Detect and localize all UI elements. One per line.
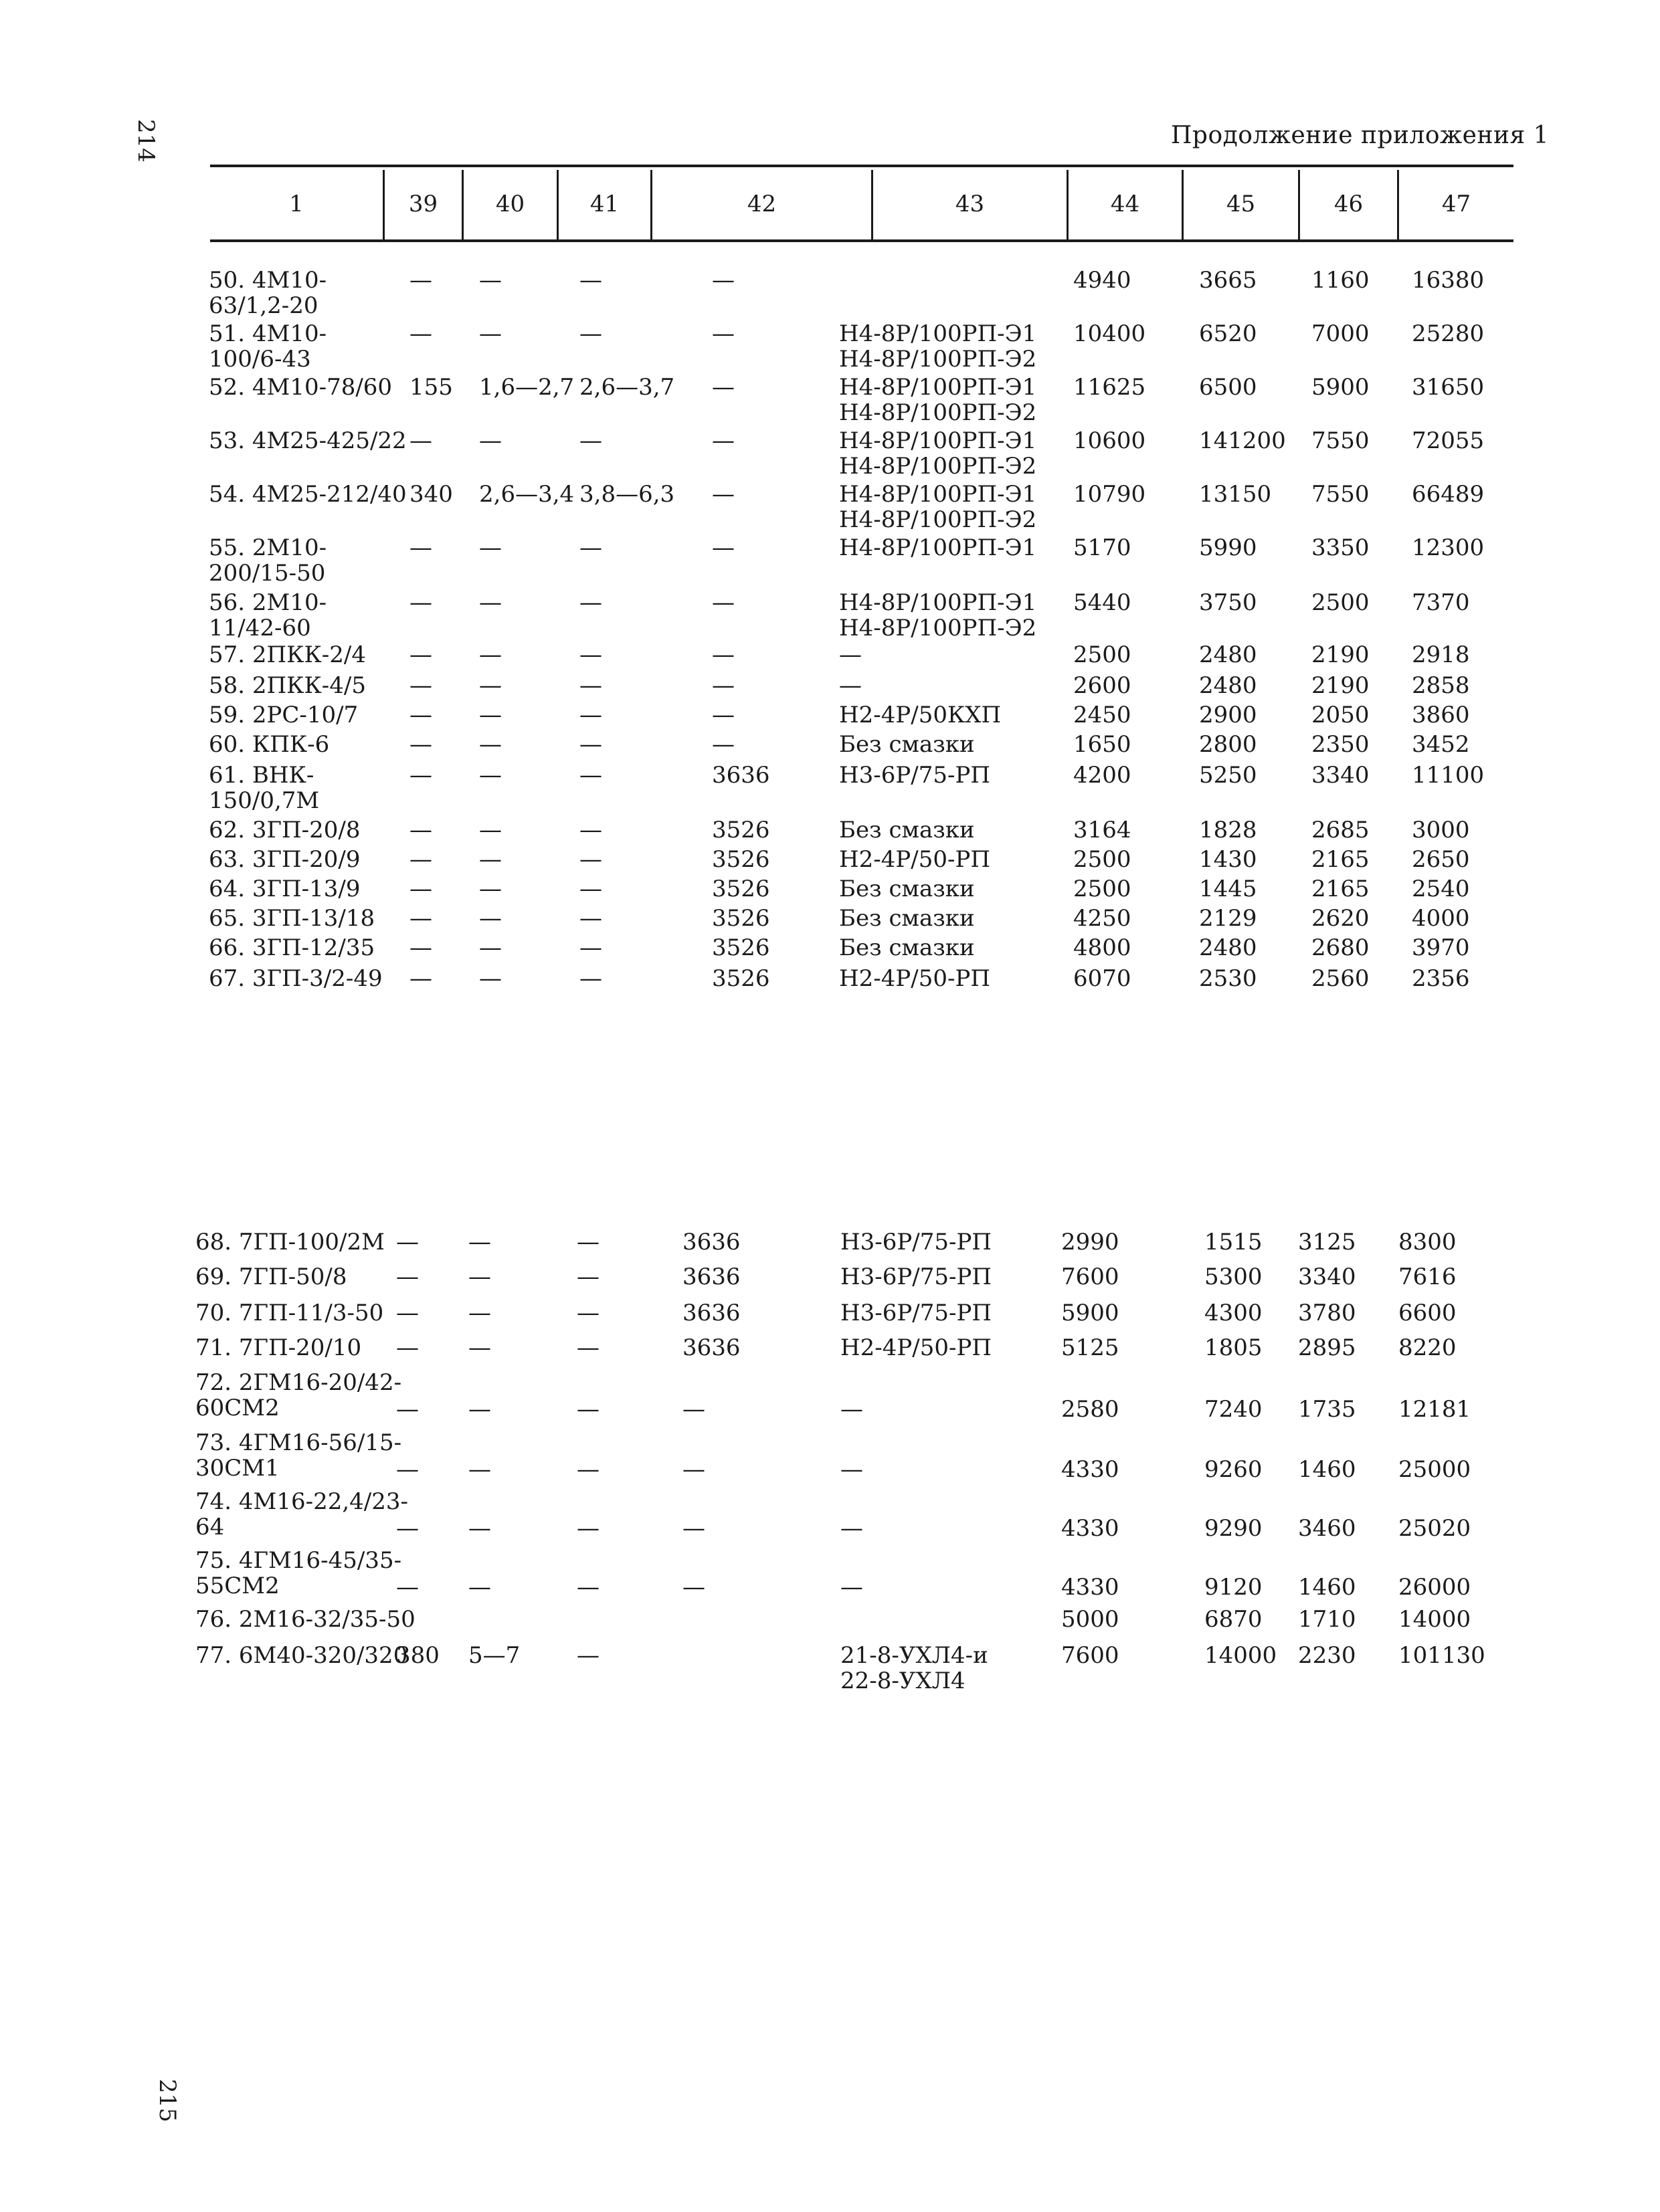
- cell-43: Н2-4Р/50КХП: [839, 702, 1002, 728]
- cell-46: 3460: [1298, 1515, 1356, 1542]
- cell-46: 2190: [1311, 641, 1370, 668]
- cell-41: —: [579, 641, 602, 668]
- cell-45: 5990: [1199, 534, 1257, 561]
- cell-45: 5250: [1199, 762, 1257, 789]
- cell-39: —: [396, 1334, 419, 1361]
- cell-39: —: [396, 1396, 419, 1423]
- cell-40: —: [479, 965, 502, 992]
- cell-40: —: [479, 846, 502, 873]
- cell-42: 3636: [682, 1264, 741, 1290]
- cell-39: —: [409, 641, 432, 668]
- cell-47: 2540: [1412, 876, 1470, 902]
- row-designation: 61. ВНК- 150/0,7М: [209, 762, 320, 814]
- row-designation: 67. 3ГП-3/2-49: [209, 965, 383, 992]
- cell-46: 1460: [1298, 1574, 1356, 1601]
- cell-47: 3452: [1412, 731, 1470, 758]
- cell-40: —: [479, 762, 502, 789]
- cell-44: 3164: [1073, 817, 1131, 843]
- cell-45: 1515: [1204, 1229, 1263, 1255]
- cell-43: Без смазки: [839, 934, 975, 961]
- cell-42: —: [712, 731, 735, 758]
- cell-47: 26000: [1398, 1574, 1471, 1601]
- cell-41: —: [579, 934, 602, 961]
- cell-44: 10790: [1073, 481, 1146, 508]
- cell-46: 2230: [1298, 1642, 1356, 1669]
- row-designation: 66. 3ГП-12/35: [209, 934, 375, 961]
- cell-41: —: [577, 1642, 600, 1669]
- cell-47: 14000: [1398, 1606, 1471, 1633]
- cell-44: 2500: [1073, 876, 1131, 902]
- cell-45: 2480: [1199, 672, 1257, 699]
- row-designation: 53. 4М25-425/22: [209, 427, 407, 454]
- row-designation: 69. 7ГП-50/8: [195, 1264, 347, 1290]
- cell-45: 14000: [1204, 1642, 1277, 1669]
- cell-41: —: [577, 1334, 600, 1361]
- column-header: 43: [955, 191, 985, 217]
- cell-44: 4940: [1073, 267, 1131, 294]
- cell-42: —: [682, 1456, 705, 1483]
- cell-39: —: [396, 1456, 419, 1483]
- cell-47: 72055: [1412, 427, 1485, 454]
- cell-47: 2858: [1412, 672, 1470, 699]
- cell-39: —: [409, 965, 432, 992]
- cell-41: 2,6—3,7: [579, 374, 675, 401]
- cell-43: —: [840, 1574, 863, 1601]
- cell-40: —: [468, 1264, 491, 1290]
- row-designation: 57. 2ПКК-2/4: [209, 641, 366, 668]
- cell-40: —: [468, 1229, 491, 1255]
- cell-40: —: [479, 905, 502, 932]
- cell-45: 1828: [1199, 817, 1257, 843]
- cell-39: 155: [409, 374, 453, 401]
- cell-40: —: [468, 1396, 491, 1423]
- cell-39: 340: [409, 481, 453, 508]
- cell-46: 7550: [1311, 427, 1370, 454]
- cell-47: 31650: [1412, 374, 1485, 401]
- cell-47: 8300: [1398, 1229, 1457, 1255]
- cell-42: —: [712, 641, 735, 668]
- cell-41: —: [579, 267, 602, 294]
- cell-47: 66489: [1412, 481, 1485, 508]
- cell-43: Без смазки: [839, 817, 975, 843]
- row-designation: 63. 3ГП-20/9: [209, 846, 361, 873]
- column-header: 42: [747, 191, 777, 217]
- cell-40: —: [479, 672, 502, 699]
- cell-39: —: [396, 1229, 419, 1255]
- cell-42: —: [712, 267, 735, 294]
- cell-42: —: [712, 702, 735, 728]
- cell-45: 6500: [1199, 374, 1257, 401]
- cell-43: Н4-8Р/100РП-Э1 Н4-8Р/100РП-Э2: [839, 374, 1037, 426]
- cell-40: —: [479, 641, 502, 668]
- cell-46: 2190: [1311, 672, 1370, 699]
- cell-46: 2350: [1311, 731, 1370, 758]
- cell-45: 1805: [1204, 1334, 1263, 1361]
- cell-43: Н2-4Р/50-РП: [840, 1334, 992, 1361]
- cell-45: 2480: [1199, 641, 1257, 668]
- row-designation: 58. 2ПКК-4/5: [209, 672, 366, 699]
- cell-41: —: [577, 1229, 600, 1255]
- column-header: 39: [408, 191, 438, 217]
- cell-44: 1650: [1073, 731, 1131, 758]
- row-designation: 62. 3ГП-20/8: [209, 817, 361, 843]
- cell-39: —: [396, 1300, 419, 1326]
- cell-39: —: [409, 934, 432, 961]
- cell-39: —: [409, 534, 432, 561]
- page-number-bottom: 215: [154, 2079, 181, 2122]
- cell-47: 3000: [1412, 817, 1470, 843]
- cell-40: —: [479, 702, 502, 728]
- cell-46: 2620: [1311, 905, 1370, 932]
- cell-41: —: [579, 762, 602, 789]
- cell-43: Н3-6Р/75-РП: [840, 1300, 992, 1326]
- cell-43: —: [839, 641, 862, 668]
- row-designation: 77. 6М40-320/320: [195, 1642, 408, 1669]
- cell-42: 3526: [712, 934, 770, 961]
- row-designation: 50. 4М10- 63/1,2-20: [209, 267, 327, 319]
- page-number-top: 214: [132, 119, 159, 163]
- cell-46: 7550: [1311, 481, 1370, 508]
- column-header: 45: [1226, 191, 1256, 217]
- row-designation: 64. 3ГП-13/9: [209, 876, 361, 902]
- cell-39: —: [409, 702, 432, 728]
- cell-44: 4800: [1073, 934, 1131, 961]
- column-header: 46: [1333, 191, 1364, 217]
- cell-44: 4330: [1061, 1574, 1119, 1601]
- cell-39: —: [409, 427, 432, 454]
- cell-43: Н3-6Р/75-РП: [840, 1229, 992, 1255]
- cell-42: 3526: [712, 905, 770, 932]
- cell-42: 3636: [682, 1300, 741, 1326]
- cell-45: 3750: [1199, 589, 1257, 616]
- cell-44: 5900: [1061, 1300, 1119, 1326]
- cell-46: 2895: [1298, 1334, 1356, 1361]
- cell-47: 6600: [1398, 1300, 1457, 1326]
- cell-46: 1735: [1298, 1396, 1356, 1423]
- cell-39: —: [409, 731, 432, 758]
- cell-45: 1430: [1199, 846, 1257, 873]
- cell-39: —: [409, 267, 432, 294]
- cell-41: —: [579, 702, 602, 728]
- cell-45: 9120: [1204, 1574, 1263, 1601]
- row-designation: 52. 4М10-78/60: [209, 374, 393, 401]
- cell-47: 25020: [1398, 1515, 1471, 1542]
- cell-47: 4000: [1412, 905, 1470, 932]
- cell-47: 2918: [1412, 641, 1470, 668]
- cell-42: —: [712, 320, 735, 347]
- cell-47: 7616: [1398, 1264, 1457, 1290]
- cell-43: Н2-4Р/50-РП: [839, 846, 991, 873]
- cell-46: 2680: [1311, 934, 1370, 961]
- cell-45: 2129: [1199, 905, 1257, 932]
- cell-44: 2990: [1061, 1229, 1119, 1255]
- cell-41: —: [577, 1396, 600, 1423]
- cell-40: —: [479, 876, 502, 902]
- cell-44: 2450: [1073, 702, 1131, 728]
- cell-43: —: [840, 1515, 863, 1542]
- cell-40: —: [468, 1456, 491, 1483]
- cell-44: 10400: [1073, 320, 1146, 347]
- cell-43: Без смазки: [839, 905, 975, 932]
- column-header: 47: [1441, 191, 1471, 217]
- column-header: 44: [1110, 191, 1140, 217]
- cell-44: 2600: [1073, 672, 1131, 699]
- cell-45: 141200: [1199, 427, 1286, 454]
- cell-42: —: [682, 1515, 705, 1542]
- cell-40: —: [479, 589, 502, 616]
- cell-44: 7600: [1061, 1642, 1119, 1669]
- cell-46: 5900: [1311, 374, 1370, 401]
- cell-39: —: [409, 672, 432, 699]
- row-designation: 56. 2М10- 11/42-60: [209, 589, 327, 641]
- table-header-rule: [210, 239, 1513, 242]
- cell-47: 12181: [1398, 1396, 1471, 1423]
- cell-40: —: [479, 320, 502, 347]
- cell-40: —: [479, 934, 502, 961]
- column-header: 1: [289, 191, 304, 217]
- cell-45: 6870: [1204, 1606, 1263, 1633]
- cell-46: 3340: [1311, 762, 1370, 789]
- row-designation: 68. 7ГП-100/2М: [195, 1229, 385, 1255]
- cell-45: 1445: [1199, 876, 1257, 902]
- cell-44: 10600: [1073, 427, 1146, 454]
- cell-42: —: [712, 534, 735, 561]
- cell-42: 3636: [712, 762, 770, 789]
- cell-45: 5300: [1204, 1264, 1263, 1290]
- row-designation: 70. 7ГП-11/3-50: [195, 1300, 384, 1326]
- cell-46: 3340: [1298, 1264, 1356, 1290]
- cell-46: 2165: [1311, 876, 1370, 902]
- cell-41: —: [579, 876, 602, 902]
- cell-42: —: [682, 1574, 705, 1601]
- cell-45: 9290: [1204, 1515, 1263, 1542]
- cell-39: —: [396, 1515, 419, 1542]
- cell-47: 2356: [1412, 965, 1470, 992]
- cell-46: 2165: [1311, 846, 1370, 873]
- cell-47: 12300: [1412, 534, 1485, 561]
- cell-46: 2685: [1311, 817, 1370, 843]
- cell-46: 1710: [1298, 1606, 1356, 1633]
- cell-39: —: [396, 1574, 419, 1601]
- cell-40: —: [479, 731, 502, 758]
- row-designation: 51. 4М10- 100/6-43: [209, 320, 327, 373]
- cell-45: 4300: [1204, 1300, 1263, 1326]
- cell-43: Н4-8Р/100РП-Э1 Н4-8Р/100РП-Э2: [839, 481, 1037, 533]
- cell-41: —: [579, 672, 602, 699]
- cell-44: 5000: [1061, 1606, 1119, 1633]
- cell-42: 3526: [712, 876, 770, 902]
- cell-42: 3636: [682, 1334, 741, 1361]
- cell-41: —: [579, 731, 602, 758]
- cell-44: 5170: [1073, 534, 1131, 561]
- cell-47: 8220: [1398, 1334, 1457, 1361]
- cell-44: 4200: [1073, 762, 1131, 789]
- cell-39: —: [409, 846, 432, 873]
- cell-39: —: [409, 589, 432, 616]
- cell-44: 2500: [1073, 846, 1131, 873]
- cell-44: 4330: [1061, 1456, 1119, 1483]
- cell-40: —: [479, 534, 502, 561]
- row-designation: 60. КПК-6: [209, 731, 330, 758]
- row-designation: 54. 4М25-212/40: [209, 481, 407, 508]
- cell-42: —: [712, 481, 735, 508]
- row-designation: 76. 2М16-32/35-50: [195, 1606, 416, 1633]
- cell-45: 2900: [1199, 702, 1257, 728]
- cell-47: 11100: [1412, 762, 1485, 789]
- cell-40: —: [479, 427, 502, 454]
- cell-47: 101130: [1398, 1642, 1485, 1669]
- cell-45: 2530: [1199, 965, 1257, 992]
- cell-40: —: [468, 1300, 491, 1326]
- cell-47: 3970: [1412, 934, 1470, 961]
- cell-41: —: [577, 1574, 600, 1601]
- cell-44: 2500: [1073, 641, 1131, 668]
- cell-41: —: [579, 427, 602, 454]
- column-header: 41: [589, 191, 620, 217]
- cell-43: Без смазки: [839, 876, 975, 902]
- cell-44: 2580: [1061, 1396, 1119, 1423]
- cell-41: —: [577, 1300, 600, 1326]
- row-designation: 71. 7ГП-20/10: [195, 1334, 362, 1361]
- cell-45: 2800: [1199, 731, 1257, 758]
- cell-43: Н4-8Р/100РП-Э1 Н4-8Р/100РП-Э2: [839, 427, 1037, 480]
- cell-43: Н4-8Р/100РП-Э1 Н4-8Р/100РП-Э2: [839, 589, 1037, 641]
- cell-39: —: [409, 876, 432, 902]
- cell-39: 380: [396, 1642, 440, 1669]
- cell-42: —: [682, 1396, 705, 1423]
- cell-44: 4330: [1061, 1515, 1119, 1542]
- cell-39: —: [409, 762, 432, 789]
- cell-44: 11625: [1073, 374, 1146, 401]
- continuation-caption: Продолжение приложения 1: [1171, 122, 1550, 149]
- cell-44: 6070: [1073, 965, 1131, 992]
- cell-42: —: [712, 374, 735, 401]
- cell-40: 2,6—3,4: [479, 481, 575, 508]
- cell-39: —: [409, 817, 432, 843]
- cell-47: 3860: [1412, 702, 1470, 728]
- cell-41: —: [579, 534, 602, 561]
- cell-46: 2560: [1311, 965, 1370, 992]
- cell-43: Н4-8Р/100РП-Э1 Н4-8Р/100РП-Э2: [839, 320, 1037, 373]
- cell-41: —: [579, 320, 602, 347]
- cell-42: 3526: [712, 965, 770, 992]
- row-designation: 59. 2РС-10/7: [209, 702, 359, 728]
- cell-40: —: [468, 1574, 491, 1601]
- cell-45: 9260: [1204, 1456, 1263, 1483]
- row-designation: 72. 2ГМ16-20/42- 60СМ2: [195, 1369, 402, 1421]
- cell-43: Н4-8Р/100РП-Э1: [839, 534, 1037, 561]
- cell-41: —: [579, 905, 602, 932]
- cell-41: —: [579, 846, 602, 873]
- column-header: 40: [495, 191, 525, 217]
- cell-39: —: [396, 1264, 419, 1290]
- cell-41: —: [577, 1264, 600, 1290]
- row-designation: 74. 4М16-22,4/23- 64: [195, 1488, 408, 1540]
- cell-42: 3526: [712, 846, 770, 873]
- cell-46: 3350: [1311, 534, 1370, 561]
- cell-46: 1160: [1311, 267, 1370, 294]
- cell-39: —: [409, 905, 432, 932]
- cell-47: 25280: [1412, 320, 1485, 347]
- cell-47: 7370: [1412, 589, 1470, 616]
- cell-42: —: [712, 672, 735, 699]
- cell-41: —: [579, 965, 602, 992]
- cell-47: 2650: [1412, 846, 1470, 873]
- cell-43: —: [840, 1396, 863, 1423]
- cell-47: 25000: [1398, 1456, 1471, 1483]
- cell-45: 2480: [1199, 934, 1257, 961]
- cell-44: 4250: [1073, 905, 1131, 932]
- cell-39: —: [409, 320, 432, 347]
- cell-41: —: [579, 589, 602, 616]
- cell-43: —: [839, 672, 862, 699]
- cell-42: 3636: [682, 1229, 741, 1255]
- cell-47: 16380: [1412, 267, 1485, 294]
- cell-41: —: [577, 1515, 600, 1542]
- cell-41: —: [579, 817, 602, 843]
- row-designation: 65. 3ГП-13/18: [209, 905, 375, 932]
- cell-46: 7000: [1311, 320, 1370, 347]
- cell-41: —: [577, 1456, 600, 1483]
- cell-43: Н3-6Р/75-РП: [840, 1264, 992, 1290]
- cell-44: 5125: [1061, 1334, 1119, 1361]
- cell-42: 3526: [712, 817, 770, 843]
- cell-46: 3780: [1298, 1300, 1356, 1326]
- cell-43: —: [840, 1456, 863, 1483]
- cell-44: 7600: [1061, 1264, 1119, 1290]
- cell-40: 5—7: [468, 1642, 521, 1669]
- cell-40: 1,6—2,7: [479, 374, 575, 401]
- cell-40: —: [468, 1515, 491, 1542]
- cell-45: 3665: [1199, 267, 1257, 294]
- cell-45: 7240: [1204, 1396, 1263, 1423]
- cell-43: Н3-6Р/75-РП: [839, 762, 991, 789]
- table-top-rule: [210, 165, 1513, 167]
- cell-46: 2500: [1311, 589, 1370, 616]
- cell-40: —: [479, 267, 502, 294]
- cell-44: 5440: [1073, 589, 1131, 616]
- cell-42: —: [712, 427, 735, 454]
- row-designation: 55. 2М10- 200/15-50: [209, 534, 327, 587]
- cell-42: —: [712, 589, 735, 616]
- cell-43: Без смазки: [839, 731, 975, 758]
- cell-45: 6520: [1199, 320, 1257, 347]
- cell-46: 2050: [1311, 702, 1370, 728]
- cell-46: 3125: [1298, 1229, 1356, 1255]
- cell-40: —: [468, 1334, 491, 1361]
- cell-46: 1460: [1298, 1456, 1356, 1483]
- cell-43: Н2-4Р/50-РП: [839, 965, 991, 992]
- row-designation: 75. 4ГМ16-45/35- 55СМ2: [195, 1547, 402, 1599]
- row-designation: 73. 4ГМ16-56/15- 30СМ1: [195, 1429, 402, 1482]
- cell-43: 21-8-УХЛ4-и 22-8-УХЛ4: [840, 1642, 988, 1694]
- cell-41: 3,8—6,3: [579, 481, 675, 508]
- cell-45: 13150: [1199, 481, 1272, 508]
- cell-40: —: [479, 817, 502, 843]
